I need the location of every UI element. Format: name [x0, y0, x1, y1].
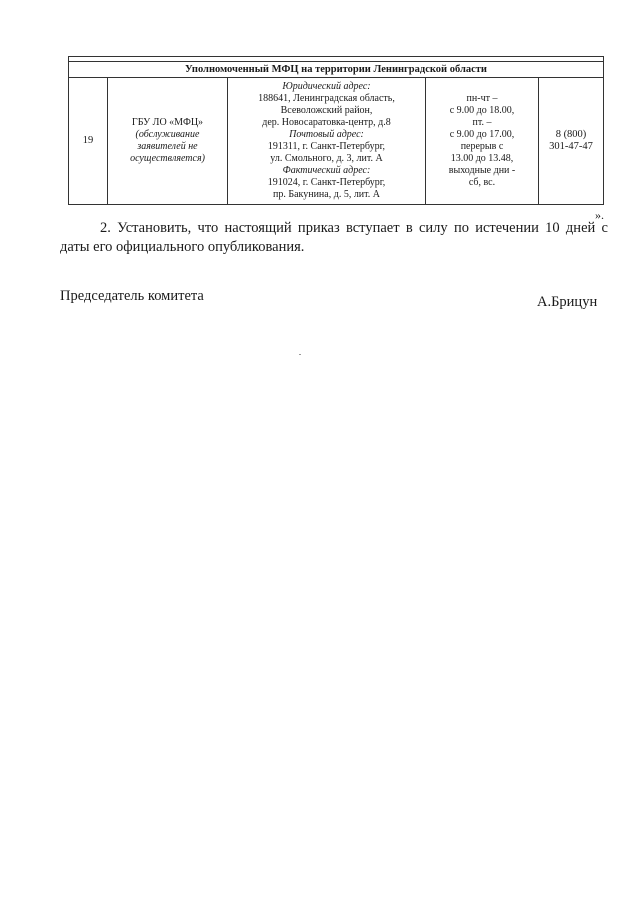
- phone-line: 8 (800): [555, 129, 587, 140]
- paragraph-text: 2. Установить, что настоящий приказ вступает в силу по истечении 10 дней с даты его официального опубликования.: [60, 220, 608, 255]
- legal-address-line: 188641, Ленинградская область,: [258, 93, 395, 104]
- postal-address-line: ул. Смольного, д. 3, лит. А: [270, 153, 383, 164]
- table-header: Уполномоченный МФЦ на территории Ленинградской области: [69, 62, 604, 78]
- hours-line: пн-чт –: [466, 93, 498, 104]
- hours-line: с 9.00 до 17.00,: [449, 129, 515, 140]
- postal-address-line: 191311, г. Санкт-Петербург,: [267, 141, 386, 152]
- table-header-row: [69, 62, 604, 78]
- postal-address-label: Почтовый адрес:: [289, 129, 364, 140]
- closing-quote: ».: [595, 208, 604, 222]
- actual-address-label: Фактический адрес:: [282, 165, 371, 176]
- scan-speck: [299, 354, 301, 355]
- org-note-line: заявителей не: [137, 141, 198, 152]
- row-number: 19: [69, 78, 108, 205]
- phone-cell: [539, 78, 604, 205]
- org-note-line: осуществляется): [130, 153, 205, 164]
- phone-line: 301-47-47: [549, 141, 593, 152]
- legal-address-line: дер. Новосаратовка-центр, д.8: [262, 117, 391, 128]
- actual-address-line: пр. Бакунина, д. 5, лит. А: [272, 189, 380, 200]
- paragraph-2: [60, 219, 608, 257]
- hours-line: пт. –: [472, 117, 492, 128]
- hours-line: выходные дни -: [448, 165, 516, 176]
- signer-name: А.Брицун: [537, 294, 598, 310]
- table-row: [69, 78, 604, 205]
- legal-address-label: Юридический адрес:: [282, 81, 371, 92]
- org-note-line: (обслуживание: [135, 129, 200, 140]
- actual-address-line: 191024, г. Санкт-Петербург,: [267, 177, 386, 188]
- signer-title: Председатель комитета: [60, 288, 204, 304]
- mfc-table: [68, 56, 604, 205]
- hours-line: перерыв с: [460, 141, 504, 152]
- legal-address-line: Всеволожский район,: [280, 105, 373, 116]
- org-cell: [108, 78, 228, 205]
- hours-line: 13.00 до 13.48,: [450, 153, 514, 164]
- org-name: ГБУ ЛО «МФЦ»: [131, 117, 204, 128]
- hours-cell: [426, 78, 539, 205]
- hours-line: сб, вс.: [468, 177, 496, 188]
- address-cell: [228, 78, 426, 205]
- hours-line: с 9.00 до 18.00,: [449, 105, 515, 116]
